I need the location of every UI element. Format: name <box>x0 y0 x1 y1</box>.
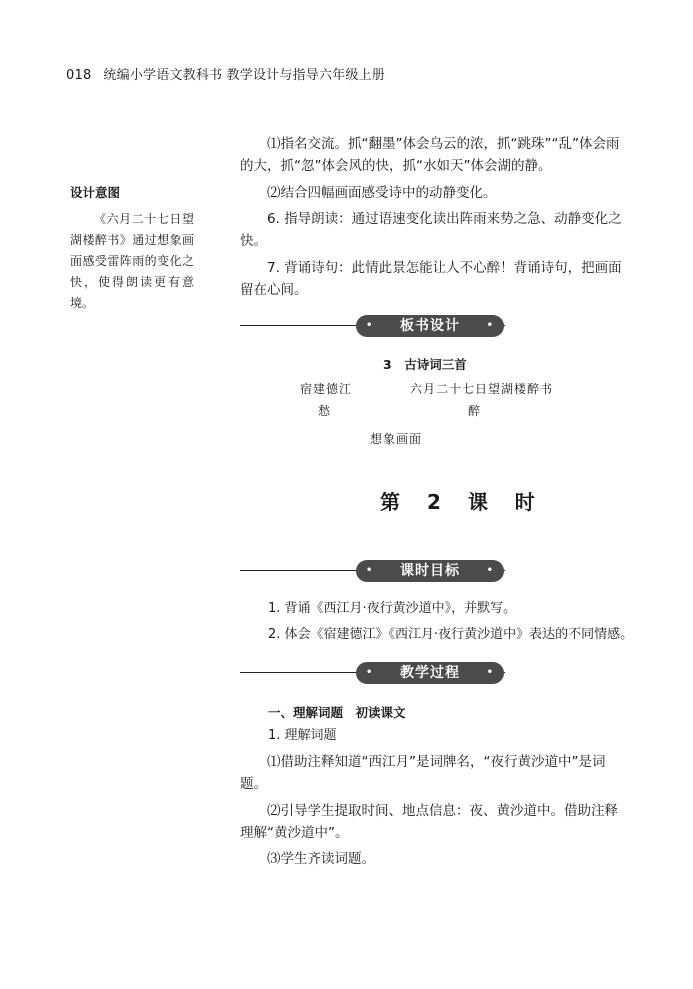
board-lesson-title: 3 古诗词三首 <box>383 357 467 372</box>
paragraph-reading-guidance: 6. 指导朗读：通过语速变化读出阵雨来势之急、动静变化之快。 <box>240 211 622 249</box>
dot-icon: • <box>366 320 374 331</box>
subheading-1: 1. 理解词题 <box>268 728 337 743</box>
design-intent-sidebar <box>70 183 194 314</box>
board-poem-1: 宿建德江 <box>300 382 353 396</box>
process-paragraph-1: ⑴借助注释知道“西江月”是词牌名，“夜行黄沙道中”是词题。 <box>240 754 606 792</box>
board-emotion-2: 醉 <box>468 404 482 418</box>
section-heading-1: 一、理解词题 初读课文 <box>268 705 406 720</box>
teaching-process-label: 教学过程 <box>400 665 460 681</box>
board-poem-2: 六月二十七日望湖楼醉书 <box>410 382 554 396</box>
lesson-goals-heading <box>356 560 504 582</box>
book-title: 统编小学语文教科书 教学设计与指导六年级上册 <box>103 68 385 83</box>
lesson-goals-label: 课时目标 <box>400 563 460 579</box>
board-method: 想象画面 <box>370 432 423 446</box>
dot-icon: • <box>486 565 494 576</box>
paragraph-recitation: 7. 背诵诗句：此情此景怎能让人不心醉！背诵诗句，把画面留在心间。 <box>240 260 622 298</box>
page-number: 018 <box>66 68 92 83</box>
goal-item-1: 1. 背诵《西江月·夜行黄沙道中》，并默写。 <box>268 601 517 616</box>
sidebar-title: 设计意图 <box>70 185 121 200</box>
board-design-label: 板书设计 <box>400 318 460 334</box>
board-emotion-1: 愁 <box>318 404 332 418</box>
running-header <box>66 64 385 83</box>
process-paragraph-2: ⑵引导学生提取时间、地点信息：夜、黄沙道中。借助注释理解“黄沙道中”。 <box>240 803 618 841</box>
goal-item-2: 2. 体会《宿建德江》《西江月·夜行黄沙道中》表达的不同情感。 <box>268 627 634 642</box>
paragraph-guided-exchange: ⑴指名交流。抓“翻墨”体会乌云的浓，抓“跳珠”“乱”体会雨的大，抓“忽”体会风的快，抓“水如天”体会湖的静。 <box>240 136 620 174</box>
lesson-2-title: 第 2 课 时 <box>380 490 545 514</box>
dot-icon: • <box>366 565 374 576</box>
paragraph-dynamic-static: ⑵结合四幅画面感受诗中的动静变化。 <box>267 185 497 201</box>
dot-icon: • <box>486 320 494 331</box>
sidebar-body: 《六月二十七日望湖楼醉书》通过想象画面感受雷阵雨的变化之快，使得朗读更有意境。 <box>70 212 194 310</box>
process-paragraph-3: ⑶学生齐读词题。 <box>267 851 375 867</box>
teaching-process-heading <box>356 662 504 684</box>
dot-icon: • <box>486 667 494 678</box>
dot-icon: • <box>366 667 374 678</box>
board-design-heading <box>356 315 504 337</box>
